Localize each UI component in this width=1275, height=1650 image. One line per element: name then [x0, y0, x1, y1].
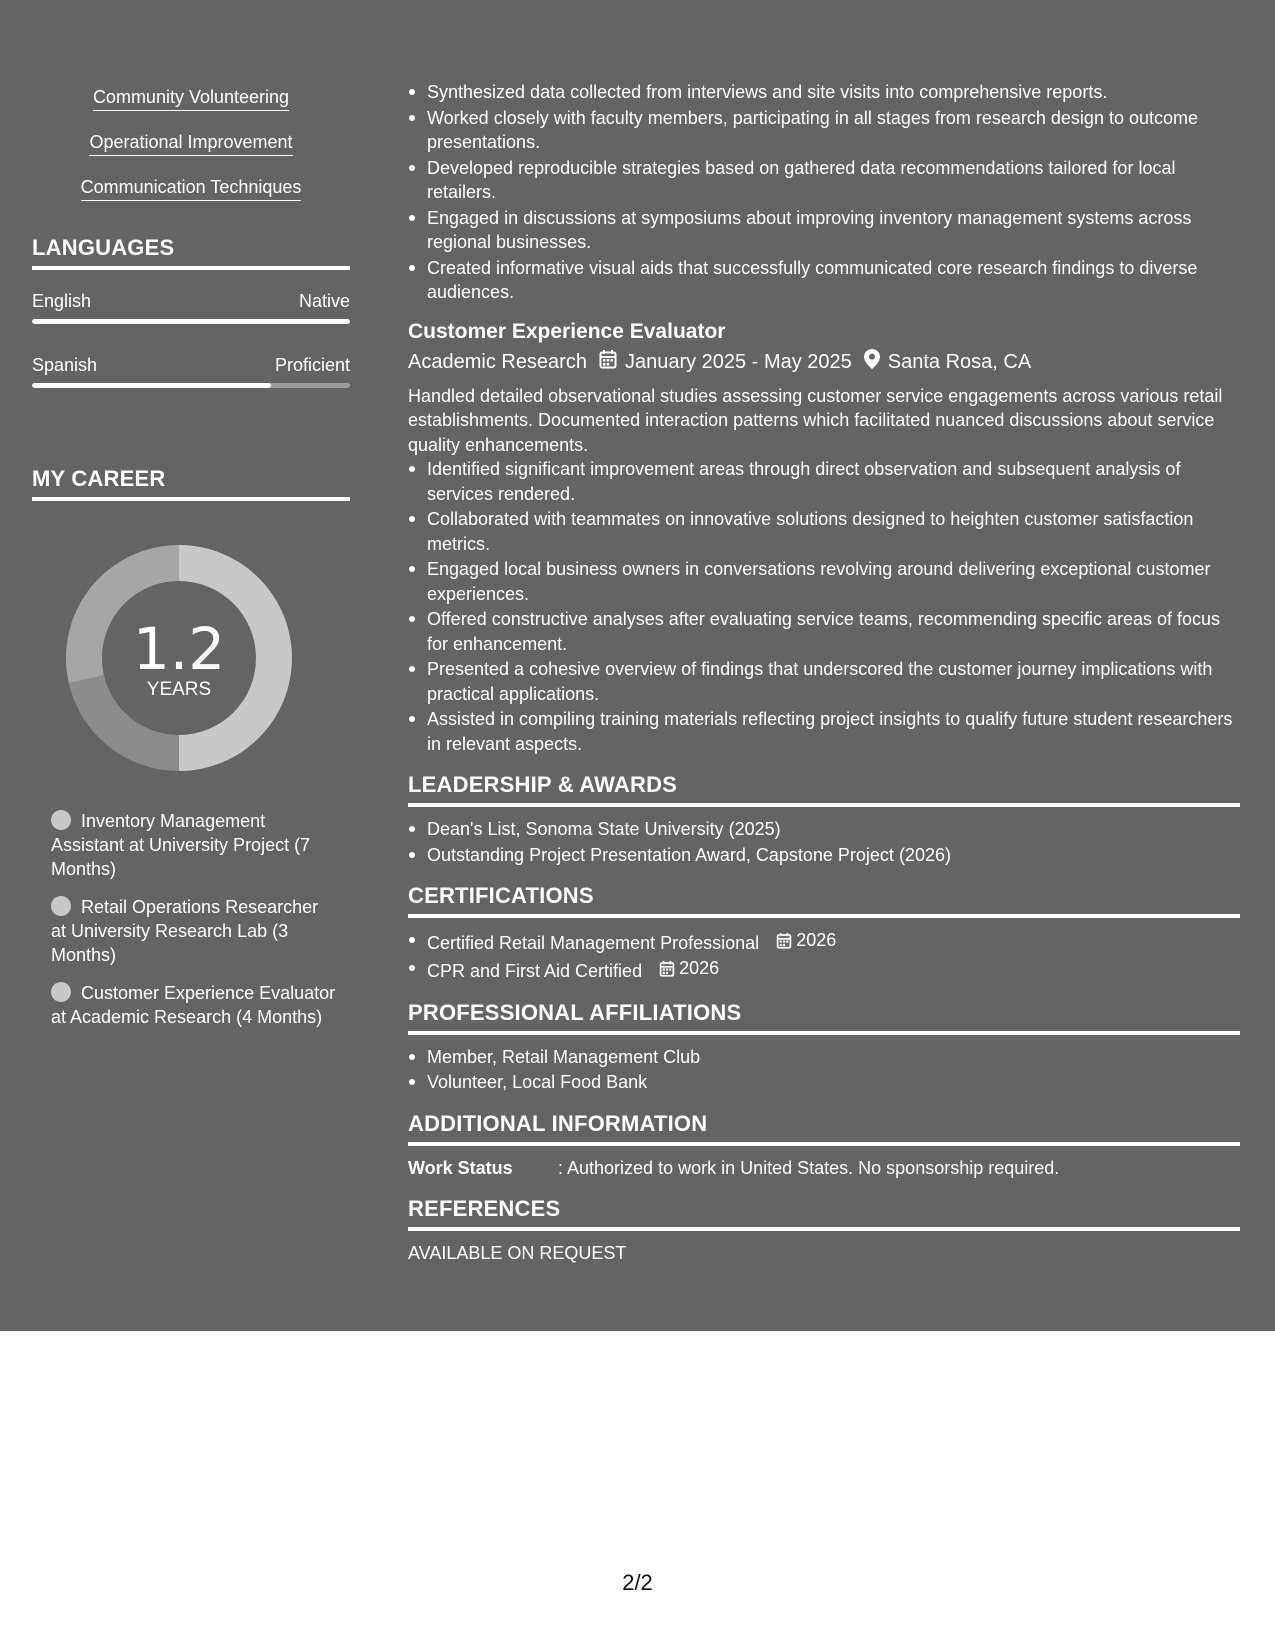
skill-item [32, 131, 350, 156]
affiliation-item: Member, Retail Management Club [408, 1045, 1240, 1070]
language-proficiency-bar [32, 319, 350, 324]
certification-name: CPR and First Aid Certified [427, 961, 643, 981]
bullet-item: Offered constructive analyses after evaluating service teams, recommending specific areas of focus for enhancement. [408, 607, 1240, 656]
affiliation-item: Volunteer, Local Food Bank [408, 1070, 1240, 1095]
career-item [51, 895, 336, 967]
certifications-list [408, 928, 1240, 984]
career-item [51, 809, 336, 881]
location-pin-icon [864, 349, 880, 376]
skill-label: Community Volunteering [93, 86, 289, 111]
language-name: Spanish [32, 355, 98, 375]
languages-heading: LANGUAGES [32, 235, 350, 270]
references-heading: REFERENCES [408, 1196, 1240, 1231]
language-row [32, 354, 350, 388]
skill-item [32, 176, 350, 201]
certifications-heading: CERTIFICATIONS [408, 883, 1240, 918]
references-text: AVAILABLE ON REQUEST [408, 1242, 627, 1263]
certification-year: 2026 [796, 930, 837, 950]
certification-item [408, 928, 1240, 955]
award-item: Dean's List, Sonoma State University (2025) [408, 817, 1240, 842]
work-status-value: : Authorized to work in United States. No sponsorship required. [558, 1157, 1060, 1178]
right-column [408, 80, 1240, 1265]
affiliations-list [408, 1045, 1240, 1095]
bullet-item: Identified significant improvement areas through direct observation and subsequent analysis of services rendered. [408, 457, 1240, 506]
prev-job-bullets [408, 80, 1240, 305]
career-item [51, 981, 336, 1029]
language-proficiency-bar [32, 383, 350, 388]
job-title: Customer Experience Evaluator [408, 319, 726, 343]
bullet-item: Assisted in compiling training materials reflecting project insights to qualify future student researchers in relevant aspects. [408, 707, 1240, 756]
skill-label: Communication Techniques [81, 176, 302, 201]
certification-year: 2026 [679, 958, 720, 979]
career-list [32, 809, 350, 1029]
bullet-dot-icon [51, 810, 71, 830]
certification-item [408, 956, 1240, 983]
career-item-text: Customer Experience Evaluator at Academic Research (4 Months) [51, 983, 336, 1027]
additional-info-heading: ADDITIONAL INFORMATION [408, 1111, 1240, 1146]
bullet-item: Worked closely with faculty members, participating in all stages from research design to outcome presentations. [408, 106, 1240, 155]
bullet-item: Engaged in discussions at symposiums about improving inventory management systems across regional businesses. [408, 206, 1240, 255]
work-status-row [408, 1156, 1240, 1180]
career-total: 1.2 [132, 615, 226, 683]
language-proficiency-fill [32, 319, 350, 324]
career-donut-chart [64, 543, 294, 773]
job-dates: January 2025 - May 2025 [624, 351, 852, 373]
calendar-icon [776, 932, 792, 949]
bullet-item: Presented a cohesive overview of findings that underscored the customer journey implications with practical applications. [408, 657, 1240, 706]
calendar-icon [659, 960, 675, 977]
language-row [32, 290, 350, 324]
language-proficiency-fill [32, 383, 271, 388]
bullet-item: Collaborated with teammates on innovative solutions designed to heighten customer satisfaction metrics. [408, 507, 1240, 556]
awards-list [408, 817, 1240, 867]
language-level: Proficient [274, 355, 350, 375]
job-location: Santa Rosa, CA [887, 351, 1032, 373]
job-meta [408, 349, 1240, 376]
language-name: English [32, 291, 92, 311]
bullet-item: Developed reproducible strategies based on gathered data recommendations tailored for local retailers. [408, 156, 1240, 205]
work-status-label: Work Status [408, 1157, 513, 1178]
bullet-item: Engaged local business owners in conversations revolving around delivering exceptional customer experiences. [408, 557, 1240, 606]
bullet-item: Synthesized data collected from interviews and site visits into comprehensive reports. [408, 80, 1240, 105]
affiliations-heading: PROFESSIONAL AFFILIATIONS [408, 1000, 1240, 1035]
bullet-dot-icon [51, 982, 71, 1002]
job-bullets [408, 457, 1240, 756]
bullet-item: Created informative visual aids that successfully communicated core research findings to diverse audiences. [408, 256, 1240, 305]
career-item-text: Retail Operations Researcher at University Research Lab (3 Months) [51, 897, 319, 965]
calendar-icon [599, 349, 617, 376]
job-description: Handled detailed observational studies assessing customer service engagements across various retail establishments. Documented interaction patterns which facilitated nuanced discussions about service quality enhancements. [408, 385, 1223, 455]
career-item-text: Inventory Management Assistant at University Project (7 Months) [51, 811, 311, 879]
page-number: 2/2 [622, 1570, 653, 1595]
award-item: Outstanding Project Presentation Award, Capstone Project (2026) [408, 843, 1240, 868]
language-level: Native [298, 291, 350, 311]
career-unit: YEARS [146, 679, 212, 700]
career-heading: MY CAREER [32, 466, 350, 501]
skills-list [32, 86, 350, 201]
bullet-dot-icon [51, 896, 71, 916]
awards-heading: LEADERSHIP & AWARDS [408, 772, 1240, 807]
skill-label: Operational Improvement [89, 131, 292, 156]
job-company: Academic Research [408, 351, 587, 373]
left-column [32, 0, 350, 1043]
certification-name: Certified Retail Management Professional [427, 932, 760, 953]
skill-item [32, 86, 350, 111]
